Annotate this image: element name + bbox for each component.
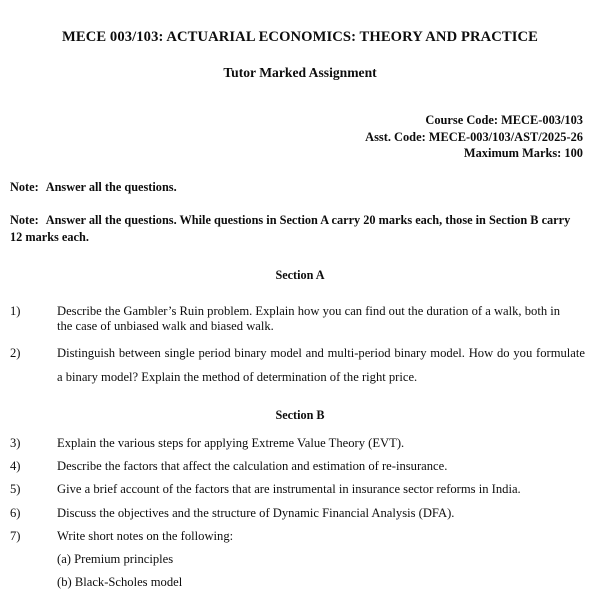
question-number: 2) xyxy=(10,346,21,360)
question-4 xyxy=(10,459,585,474)
section-b-heading: Section B xyxy=(275,408,325,422)
question-3 xyxy=(10,436,585,451)
question-number: 5) xyxy=(10,482,21,496)
question-5 xyxy=(10,482,585,497)
question-text: Describe the Gambler’s Ruin problem. Explain how you can find out the duration of a walk, both in the case of unbiased walk and biased walk. xyxy=(57,304,561,333)
question-text: Give a brief account of the factors that are instrumental in insurance sector reforms in India. xyxy=(57,482,521,496)
note-first xyxy=(10,179,583,196)
question-number: 7) xyxy=(10,529,21,543)
question-number: 1) xyxy=(10,304,21,318)
question-2 xyxy=(10,342,585,389)
note-label: Note: xyxy=(10,213,39,227)
maximum-marks: Maximum Marks: 100 xyxy=(463,146,583,160)
question-text: Distinguish between single period binary model and multi-period binary model. How do you formulate a binary model? Explain the method of determination of the right price. xyxy=(57,346,585,384)
question-number: 3) xyxy=(10,436,21,450)
question-text: Discuss the objectives and the structure of Dynamic Financial Analysis (DFA). xyxy=(57,506,455,520)
note-second xyxy=(10,212,583,245)
question-7-subitem-b: (b) Black-Scholes model xyxy=(57,575,183,589)
note-label: Note: xyxy=(10,180,39,194)
question-7 xyxy=(10,529,585,544)
assignment-code: Asst. Code: MECE-003/103/AST/2025-26 xyxy=(365,129,583,144)
course-code-block xyxy=(0,112,583,162)
section-a-heading: Section A xyxy=(275,268,325,282)
document-subtitle: Tutor Marked Assignment xyxy=(223,65,377,80)
note-text: Answer all the questions. While questions in Section A carry 20 marks each, those in Section B carry 12 marks each. xyxy=(10,213,571,244)
question-6 xyxy=(10,506,585,521)
question-number: 4) xyxy=(10,459,21,473)
question-number: 6) xyxy=(10,506,21,520)
document-title: MECE 003/103: ACTUARIAL ECONOMICS: THEORY AND PRACTICE xyxy=(62,29,538,45)
course-code: Course Code: MECE-003/103 xyxy=(425,113,583,127)
question-text: Explain the various steps for applying Extreme Value Theory (EVT). xyxy=(57,436,405,450)
question-7-subitem-a: (a) Premium principles xyxy=(57,552,174,566)
question-text: Describe the factors that affect the calculation and estimation of re-insurance. xyxy=(57,459,448,473)
question-1 xyxy=(10,304,572,333)
note-text: Answer all the questions. xyxy=(45,180,177,194)
question-text: Write short notes on the following: xyxy=(57,529,234,543)
